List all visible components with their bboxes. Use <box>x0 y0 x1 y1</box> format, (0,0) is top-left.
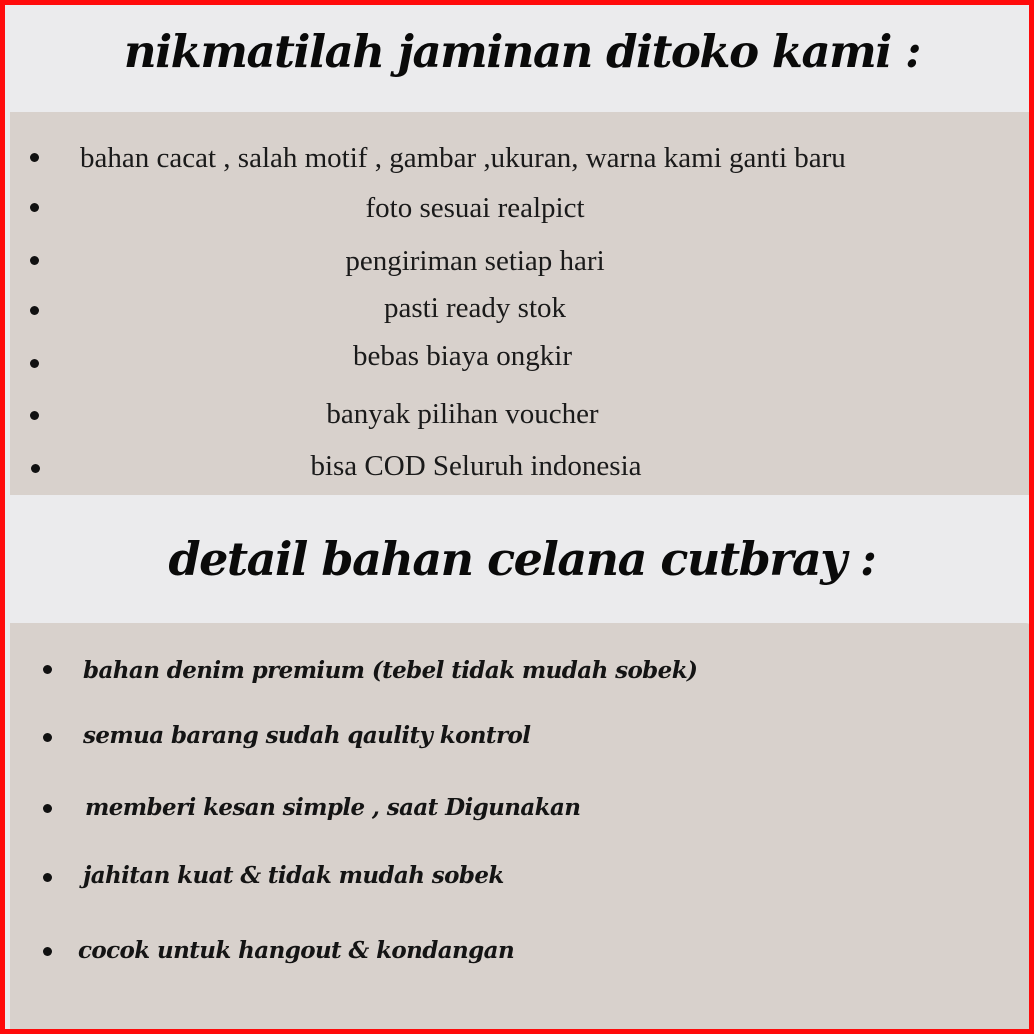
bullet-icon <box>43 873 52 882</box>
material-detail-item: cocok untuk hangout & kondangan <box>78 937 515 964</box>
bullet-icon <box>30 256 39 265</box>
bullet-icon <box>30 306 39 315</box>
guarantee-item: banyak pilihan voucher <box>326 398 599 430</box>
bullet-icon <box>43 665 52 674</box>
guarantee-item: bebas biaya ongkir <box>352 340 573 372</box>
guarantee-item: bahan cacat , salah motif , gambar ,ukuran, warna kami ganti baru <box>80 142 846 174</box>
bullet-icon <box>43 804 52 813</box>
bullet-icon <box>43 947 52 956</box>
guarantee-title: nikmatilah jaminan ditoko kami : <box>123 25 921 78</box>
bullet-icon <box>43 733 52 742</box>
material-detail-item: memberi kesan simple , saat Digunakan <box>85 794 581 821</box>
material-detail-item: semua barang sudah qaulity kontrol <box>83 722 531 749</box>
guarantee-item: pengiriman setiap hari <box>345 245 605 277</box>
material-detail-item: jahitan kuat & tidak mudah sobek <box>83 862 504 889</box>
material-detail-title: detail bahan celana cutbray : <box>168 532 876 586</box>
guarantee-item: bisa COD Seluruh indonesia <box>310 450 642 482</box>
guarantee-item: foto sesuai realpict <box>365 192 585 224</box>
guarantee-item: pasti ready stok <box>383 292 566 324</box>
material-detail-item: bahan denim premium (tebel tidak mudah sobek) <box>83 657 698 684</box>
bullet-icon <box>30 203 39 212</box>
bullet-icon <box>30 153 39 162</box>
